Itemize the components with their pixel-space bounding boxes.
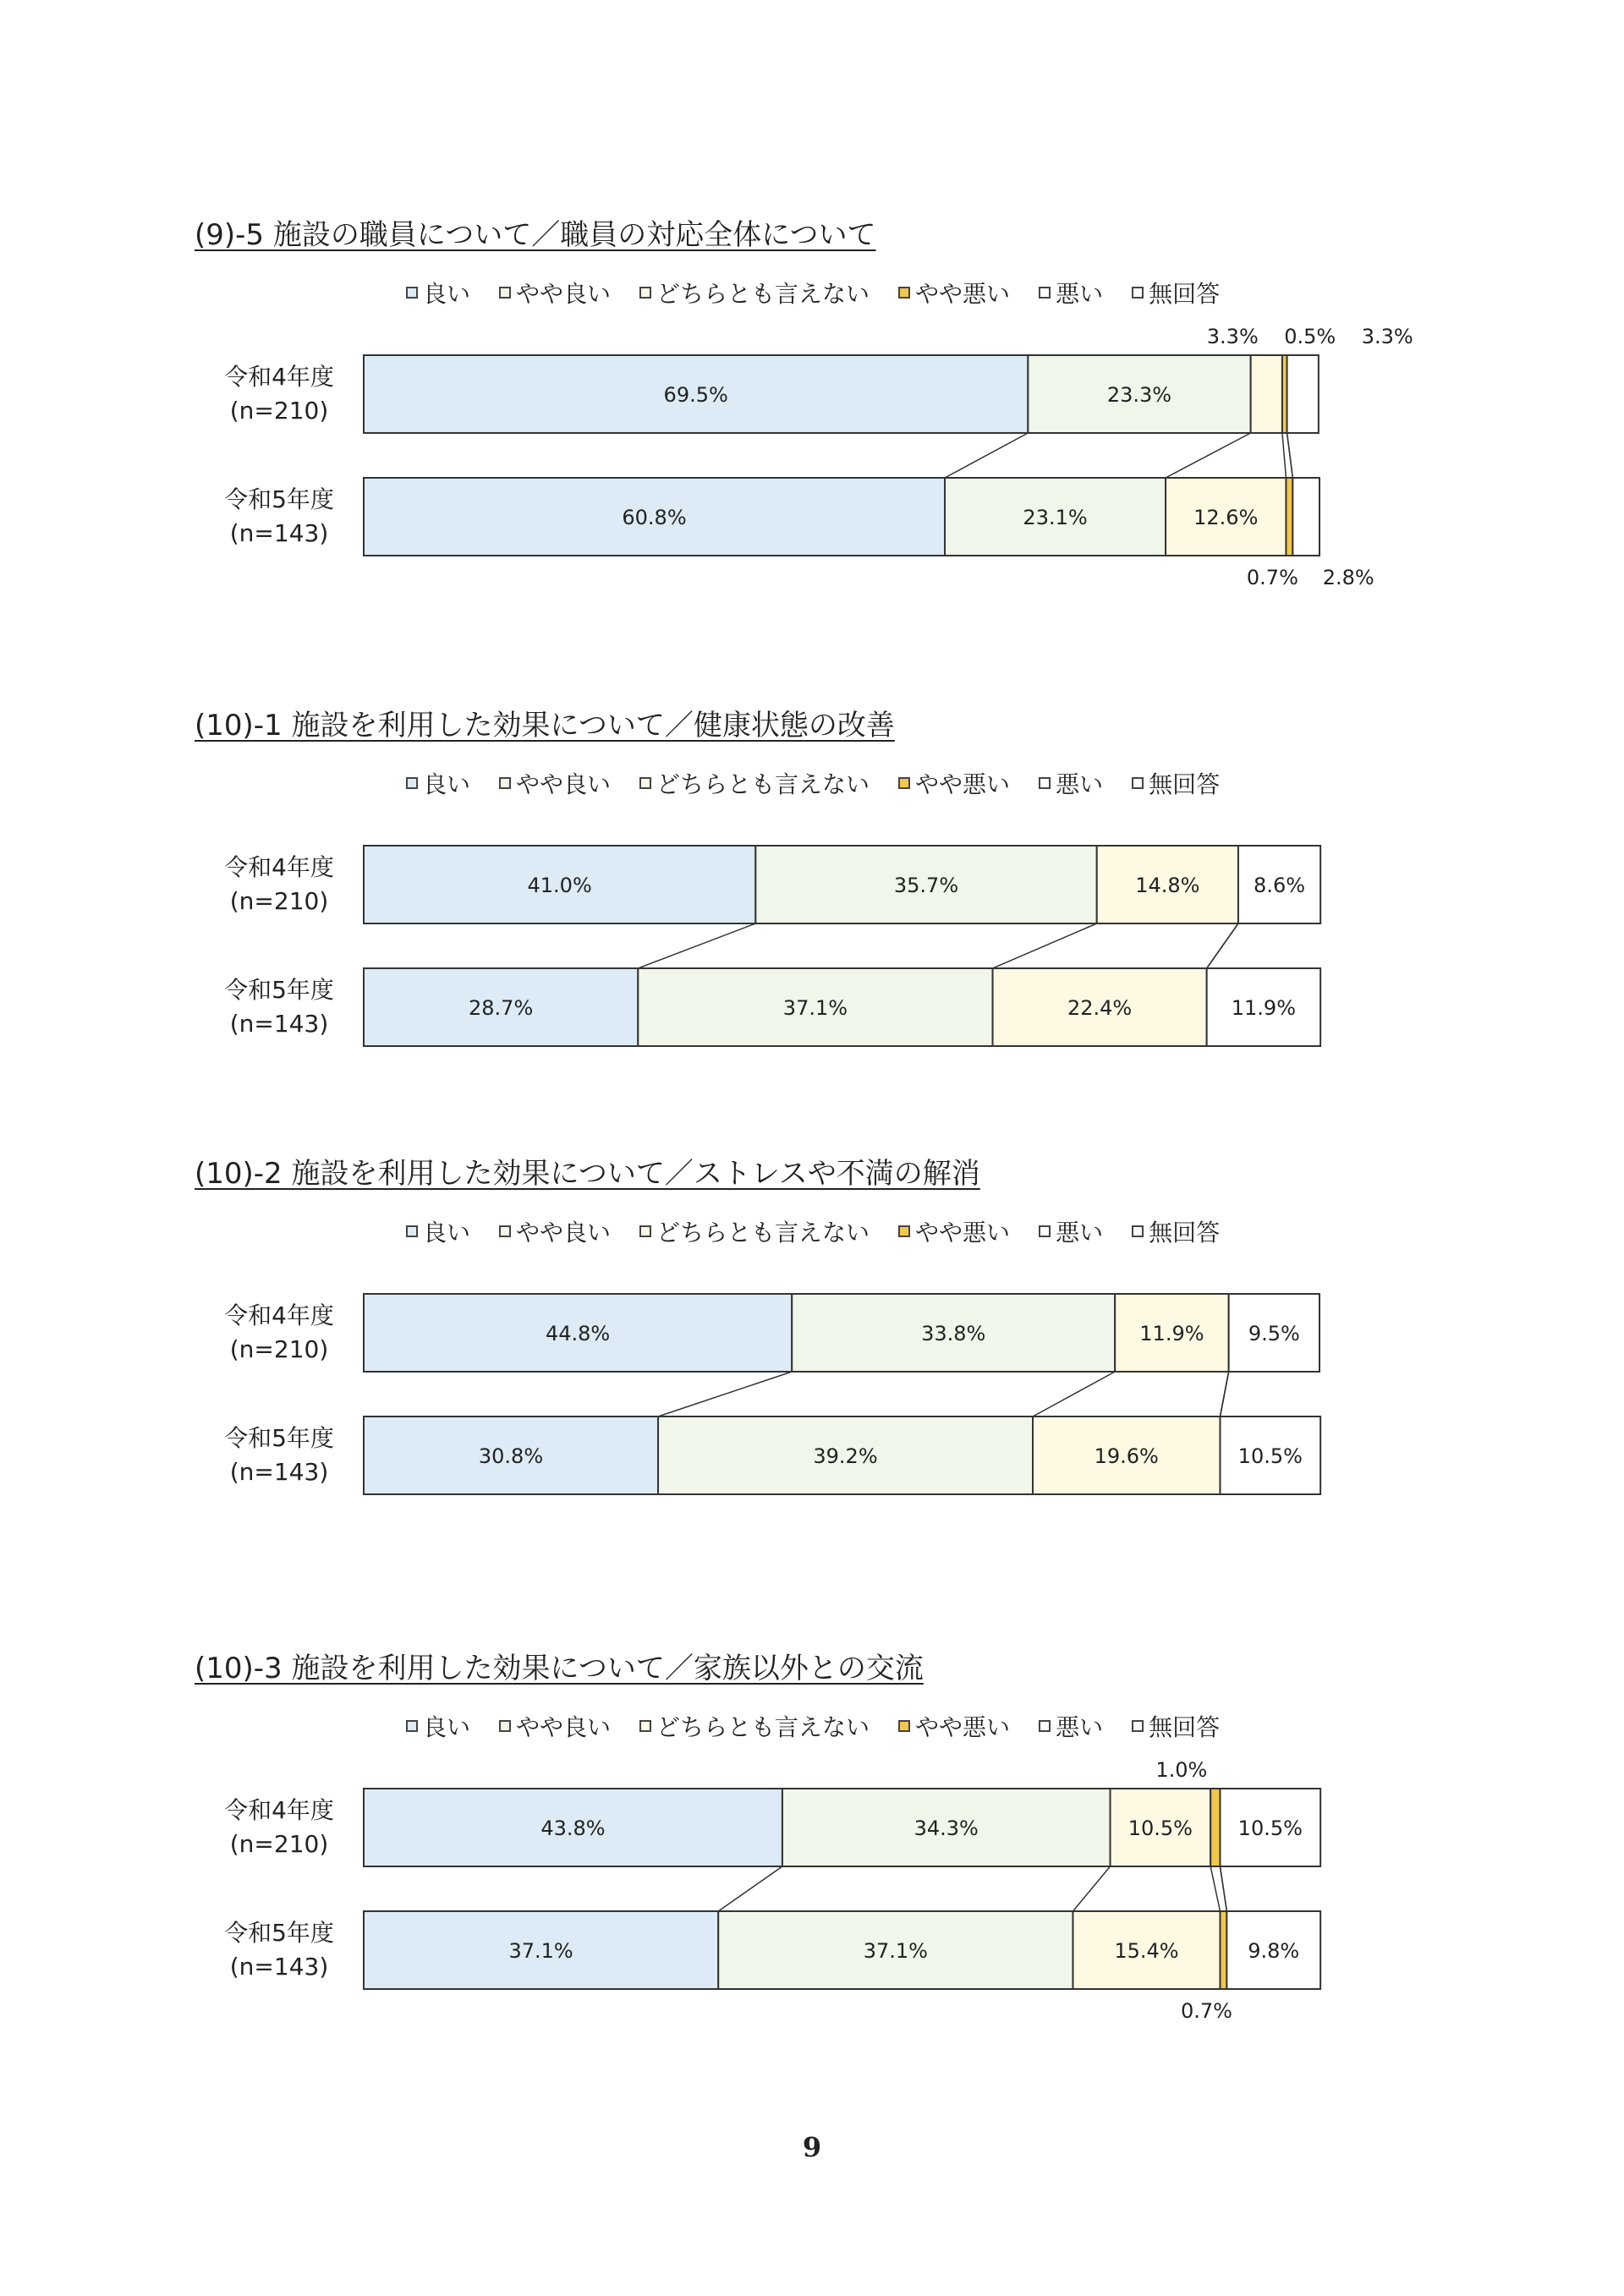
data-label: 28.7%: [469, 996, 534, 1020]
bar-segment: [1292, 478, 1320, 556]
row-label-n: (n=143): [229, 1010, 329, 1038]
connector-line: [638, 923, 755, 968]
row-label-n: (n=143): [229, 519, 329, 547]
legend-label: 良い: [423, 280, 471, 308]
data-label-outside: 3.3%: [1361, 325, 1413, 348]
legend-label: どちらとも言えない: [656, 1713, 870, 1741]
data-label: 10.5%: [1237, 1817, 1303, 1840]
connector-line: [1210, 1866, 1220, 1911]
chart-title: (9)-5 施設の職員について／職員の対応全体について: [195, 218, 876, 252]
chart-svg: [0, 1150, 1624, 1590]
chart-svg: [0, 1645, 1624, 2085]
connector-line: [1220, 1866, 1226, 1911]
legend-label: やや悪い: [915, 770, 1011, 798]
data-label: 39.2%: [813, 1444, 878, 1468]
data-label: 43.8%: [540, 1817, 606, 1840]
chart-title: (10)-2 施設を利用した効果について／ストレスや不満の解消: [195, 1157, 980, 1191]
connector-line: [945, 433, 1028, 478]
row-label-year: 令和5年度: [224, 485, 334, 513]
data-label: 15.4%: [1114, 1939, 1179, 1963]
row-label-n: (n=210): [229, 1335, 329, 1363]
row-label-n: (n=210): [229, 1830, 329, 1858]
legend-label: 良い: [423, 1713, 471, 1741]
row-label-n: (n=143): [229, 1458, 329, 1486]
data-label: 37.1%: [508, 1939, 573, 1963]
data-label: 30.8%: [478, 1444, 544, 1468]
connector-line: [1073, 1866, 1110, 1911]
data-label: 33.8%: [921, 1322, 986, 1345]
connector-line: [1220, 1372, 1228, 1417]
chart-svg: [0, 211, 1624, 651]
data-label: 23.3%: [1106, 383, 1172, 407]
connector-line: [1287, 433, 1293, 478]
data-label: 8.6%: [1254, 874, 1306, 897]
legend-label: 良い: [423, 770, 471, 798]
page-number: 9: [802, 2131, 822, 2163]
legend-label: やや悪い: [915, 280, 1011, 308]
row-label-year: 令和4年度: [224, 853, 334, 881]
data-label: 12.6%: [1193, 506, 1259, 529]
row-label-year: 令和4年度: [224, 1796, 334, 1824]
data-label: 14.8%: [1135, 874, 1200, 897]
data-label: 41.0%: [527, 874, 592, 897]
legend-label: 無回答: [1149, 1713, 1221, 1741]
legend-label: やや良い: [516, 770, 612, 798]
connector-line: [1282, 433, 1287, 478]
legend-label: 無回答: [1149, 770, 1221, 798]
legend-label: 悪い: [1056, 1219, 1104, 1247]
connector-line: [993, 923, 1097, 968]
data-label-outside: 1.0%: [1155, 1758, 1208, 1782]
data-label: 37.1%: [863, 1939, 928, 1963]
data-label: 23.1%: [1023, 506, 1088, 529]
chart-block: [0, 1150, 1624, 1590]
data-label: 11.9%: [1231, 996, 1297, 1020]
legend-label: 無回答: [1149, 1219, 1221, 1247]
row-label-year: 令和4年度: [224, 363, 334, 391]
chart-block: [0, 211, 1624, 651]
connector-line: [1207, 923, 1238, 968]
data-label-outside: 0.7%: [1246, 566, 1298, 589]
data-label: 44.8%: [545, 1322, 611, 1345]
data-label: 37.1%: [782, 996, 848, 1020]
connector-line: [718, 1866, 782, 1911]
row-label-year: 令和5年度: [224, 976, 334, 1004]
row-label-year: 令和4年度: [224, 1301, 334, 1329]
legend-label: やや良い: [516, 1713, 612, 1741]
legend-label: やや良い: [516, 1219, 612, 1247]
bar-segment: [1210, 1789, 1220, 1866]
legend-label: 無回答: [1149, 280, 1221, 308]
legend-label: 良い: [423, 1219, 471, 1247]
legend-label: やや悪い: [915, 1219, 1011, 1247]
data-label: 69.5%: [663, 383, 728, 407]
row-label-year: 令和5年度: [224, 1919, 334, 1947]
row-label-n: (n=143): [229, 1953, 329, 1981]
connector-line: [658, 1372, 792, 1417]
row-label-n: (n=210): [229, 887, 329, 915]
bar-segment: [1251, 355, 1282, 433]
chart-block: [0, 702, 1624, 1142]
row-label-n: (n=210): [229, 397, 329, 425]
data-label-outside: 2.8%: [1322, 566, 1374, 589]
chart-svg: [0, 702, 1624, 1142]
data-label-outside: 3.3%: [1206, 325, 1259, 348]
data-label: 9.5%: [1248, 1322, 1300, 1345]
legend-label: どちらとも言えない: [656, 770, 870, 798]
chart-block: [0, 1645, 1624, 2085]
connector-line: [1166, 433, 1251, 478]
data-label: 10.5%: [1237, 1444, 1303, 1468]
chart-title: (10)-3 施設を利用した効果について／家族以外との交流: [195, 1652, 924, 1685]
data-label: 22.4%: [1067, 996, 1133, 1020]
data-label: 9.8%: [1248, 1939, 1300, 1963]
chart-title: (10)-1 施設を利用した効果について／健康状態の改善: [195, 709, 895, 743]
legend-label: やや悪い: [915, 1713, 1011, 1741]
legend-label: 悪い: [1056, 1713, 1104, 1741]
bar-segment: [1220, 1911, 1226, 1989]
legend-label: 悪い: [1056, 770, 1104, 798]
legend-label: 悪い: [1056, 280, 1104, 308]
legend-label: どちらとも言えない: [656, 1219, 870, 1247]
data-label-outside: 0.5%: [1284, 325, 1336, 348]
data-label: 60.8%: [622, 506, 687, 529]
bar-segment: [1287, 355, 1319, 433]
legend-label: やや良い: [516, 280, 612, 308]
data-label-outside: 0.7%: [1180, 1999, 1232, 2023]
row-label-year: 令和5年度: [224, 1424, 334, 1452]
data-label: 11.9%: [1139, 1322, 1204, 1345]
connector-line: [1033, 1372, 1115, 1417]
data-label: 34.3%: [914, 1817, 979, 1840]
data-label: 19.6%: [1094, 1444, 1159, 1468]
bar-segment: [1286, 478, 1292, 556]
data-label: 10.5%: [1127, 1817, 1193, 1840]
data-label: 35.7%: [893, 874, 959, 897]
legend-label: どちらとも言えない: [656, 280, 870, 308]
